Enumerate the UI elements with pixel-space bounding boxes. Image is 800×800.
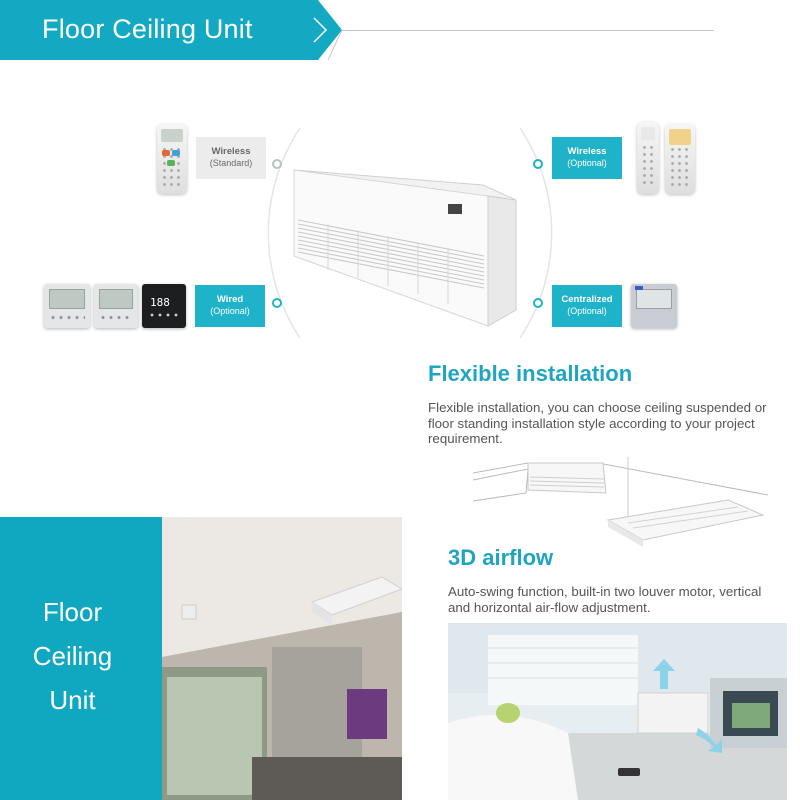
living-room-airflow-photo <box>448 623 787 800</box>
flexible-installation-text: Flexible installation, you can choose ceiling suspended or floor standing installation style according to your project requirement. <box>428 400 767 447</box>
wireless-standard-remote-image <box>157 124 187 194</box>
airflow-title: 3D airflow <box>448 545 554 570</box>
wireless-optional-remote-image <box>665 124 695 194</box>
centralized-controller-image <box>631 284 677 328</box>
flexible-installation-title: Flexible installation <box>428 361 633 386</box>
wired-label: Wired (Optional) <box>195 285 265 327</box>
wired-controller-image <box>44 284 90 328</box>
wired-touch-controller-image: 188 <box>142 284 186 328</box>
airflow-text: Auto-swing function, built-in two louver motor, vertical and horizontal air-flow adjustment. <box>448 584 762 615</box>
connector-dot <box>272 298 282 308</box>
floor-ceiling-unit-image <box>288 160 518 330</box>
connector-dot <box>533 159 543 169</box>
centralized-label: Centralized (Optional) <box>552 285 622 327</box>
wireless-optional-label: Wireless (Optional) <box>552 137 622 179</box>
connector-dot <box>533 298 543 308</box>
header-divider <box>342 30 714 31</box>
installation-illustration <box>468 455 768 555</box>
connector-dot <box>272 159 282 169</box>
wireless-standard-label: Wireless (Standard) <box>196 137 266 179</box>
wired-controller-image <box>94 284 138 328</box>
wireless-optional-remote-image <box>637 122 659 194</box>
page-title: Floor Ceiling Unit <box>42 14 253 44</box>
side-title: Floor Ceiling Unit <box>32 597 113 716</box>
room-installation-photo <box>162 517 402 800</box>
